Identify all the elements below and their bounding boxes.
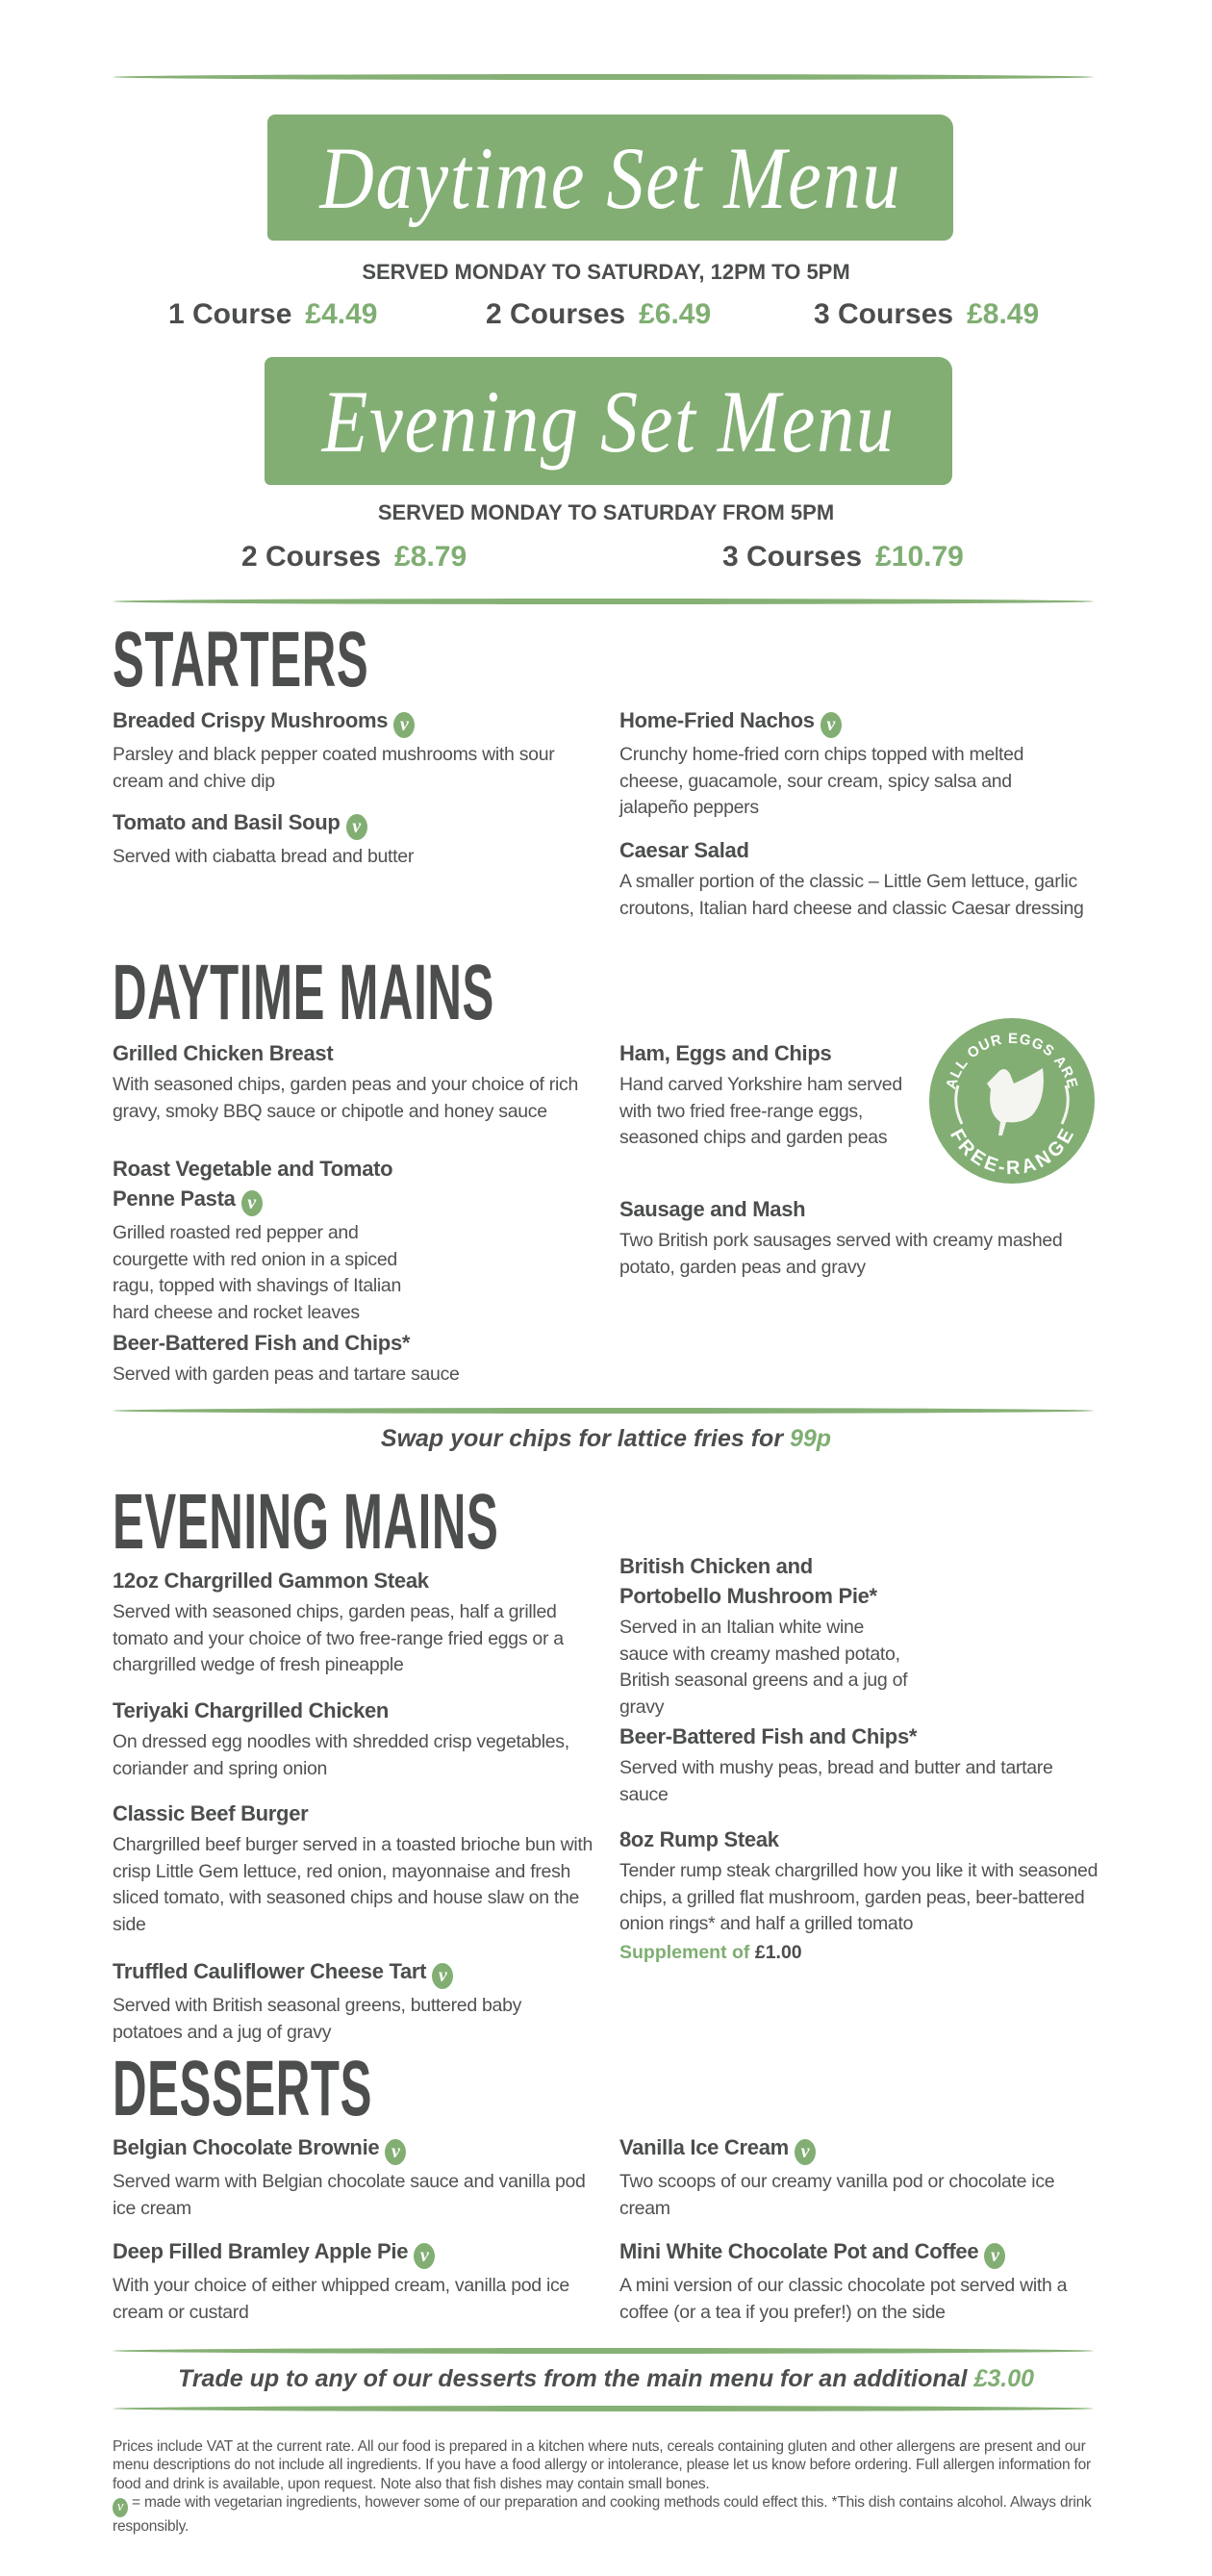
menu-item — [113, 807, 593, 871]
menu-item — [619, 1722, 1100, 1808]
menu-item-description: With your choice of either whipped cream, vanilla pod ice cream or custard — [113, 2275, 569, 2323]
course-label: 1 Course — [168, 298, 292, 330]
daytime-course-1 — [168, 298, 377, 331]
vegetarian-icon: v — [984, 2243, 1005, 2269]
menu-item-title — [619, 1722, 1100, 1751]
swap-note-price: 99p — [790, 1425, 832, 1452]
menu-item — [619, 2132, 1100, 2222]
chicken-icon — [929, 1018, 1095, 1184]
menu-item-name: Sausage and Mash — [619, 1197, 806, 1221]
menu-item-description: Served with mushy peas, bread and butter and tartare sauce — [619, 1757, 1053, 1805]
footnote-text: Prices include VAT at the current rate. All our food is prepared in a kitchen where nuts, cereals containing gluten and other allergens are present and our menu descriptions do not include all ingredients. If you have a food allergy or intolerance, please let us know before ordering. Full allergen information for food and drink is available, upon request. Note also that fish dishes may contain small bones. — [113, 2438, 1091, 2492]
evening-served: SERVED MONDAY TO SATURDAY FROM 5PM — [377, 500, 835, 524]
vegetarian-icon: v — [432, 1963, 453, 1989]
menu-item — [113, 2236, 593, 2326]
menu-item-title — [619, 2132, 1100, 2165]
course-label: 3 Courses — [722, 541, 863, 573]
menu-item-title — [619, 1824, 1100, 1854]
menu-item-description: With seasoned chips, garden peas and your choice of rich gravy, smoky BBQ sauce or chipotle and honey sauce — [113, 1074, 578, 1122]
menu-item-title — [113, 1696, 593, 1725]
menu-item — [619, 2236, 1100, 2326]
section-heading: DESSERTS — [113, 2045, 372, 2132]
menu-item-name: Deep Filled Bramley Apple Pie — [113, 2239, 409, 2263]
daytime-banner — [267, 115, 953, 241]
menu-item-title — [113, 2132, 593, 2165]
menu-item — [113, 1798, 593, 1938]
menu-item-name: Beer-Battered Fish and Chips* — [113, 1331, 411, 1355]
vegetarian-icon: v — [795, 2139, 816, 2165]
evening-title: Evening Set Menu — [321, 371, 896, 471]
course-price: £8.79 — [394, 541, 467, 573]
daytime-course-2 — [486, 298, 711, 331]
menu-item — [619, 835, 1100, 922]
evening-course-1 — [241, 541, 467, 574]
menu-item-name: Vanilla Ice Cream — [619, 2135, 789, 2159]
menu-item-title — [113, 1154, 430, 1216]
menu-item-name: Ham, Eggs and Chips — [619, 1041, 832, 1065]
vegetarian-icon: v — [821, 712, 842, 738]
supplement-label: Supplement of — [619, 1941, 750, 1963]
menu-item — [113, 1154, 430, 1326]
menu-item-title — [113, 1798, 593, 1828]
supplement — [619, 1940, 1100, 1966]
menu-item-title — [113, 807, 593, 840]
vegetarian-icon: v — [346, 814, 367, 840]
swap-note — [0, 1424, 1212, 1453]
menu-item — [113, 1328, 593, 1389]
menu-item-name: Grilled Chicken Breast — [113, 1041, 334, 1065]
course-price: £10.79 — [875, 541, 964, 573]
divider-line — [113, 2406, 1094, 2411]
course-price: £8.49 — [967, 298, 1040, 330]
menu-item-name: Caesar Salad — [619, 838, 749, 862]
swap-note-text: Swap your chips for lattice fries for — [380, 1425, 784, 1452]
trade-note-text: Trade up to any of our desserts from the main menu for an additional — [178, 2365, 968, 2392]
menu-item-name: Beer-Battered Fish and Chips* — [619, 1724, 918, 1748]
menu-item — [619, 1038, 937, 1152]
menu-item — [619, 1824, 1100, 1966]
course-label: 3 Courses — [814, 298, 954, 330]
trade-note-price: £3.00 — [973, 2365, 1034, 2392]
badge-top-text: ALL OUR EGGS ARE — [943, 1030, 1081, 1091]
menu-item-description: Served with garden peas and tartare sauce — [113, 1364, 460, 1385]
menu-item-title — [619, 705, 1072, 738]
course-price: £4.49 — [305, 298, 378, 330]
divider-line — [113, 2348, 1094, 2354]
menu-item-description: Tender rump steak chargrilled how you like it with seasoned chips, a grilled flat mushroom, garden peas, beer-battered onion rings* and half a grilled tomato — [619, 1860, 1098, 1934]
menu-item-description: Crunchy home-fried corn chips topped with melted cheese, guacamole, sour cream, spicy salsa and jalapeño peppers — [619, 744, 1024, 818]
daytime-served: SERVED MONDAY TO SATURDAY, 12PM TO 5PM — [362, 260, 850, 284]
menu-item — [619, 1194, 1100, 1281]
menu-item-name: Breaded Crispy Mushrooms — [113, 708, 389, 732]
menu-item-description: Served in an Italian white wine sauce with creamy mashed potato, British seasonal greens and a jug of gravy — [619, 1617, 908, 1718]
menu-item — [113, 1956, 593, 2046]
vegetarian-icon: v — [414, 2243, 435, 2269]
menu-item — [113, 1038, 593, 1125]
menu-item-name: 8oz Rump Steak — [619, 1827, 779, 1851]
menu-item-description: Served with British seasonal greens, buttered baby potatoes and a jug of gravy — [113, 1995, 522, 2043]
menu-item-title — [113, 2236, 593, 2269]
menu-item-description: A smaller portion of the classic – Little Gem lettuce, garlic croutons, Italian hard cheese and classic Caesar dressing — [619, 871, 1084, 919]
menu-item-description: Served with seasoned chips, garden peas, half a grilled tomato and your choice of two free-range fried eggs or a chargrilled wedge of fresh pineapple — [113, 1601, 564, 1675]
menu-item-description: Chargrilled beef burger served in a toasted brioche bun with crisp Little Gem lettuce, red onion, mayonnaise and fresh sliced tomato, with seasoned chips and house slaw on the side — [113, 1834, 593, 1935]
daytime-title: Daytime Set Menu — [319, 128, 901, 227]
menu-item — [113, 705, 593, 795]
course-label: 2 Courses — [486, 298, 626, 330]
svg-text:FREE-RANGE — [946, 1126, 1078, 1179]
divider-line — [113, 599, 1094, 604]
daytime-course-3 — [814, 298, 1039, 331]
menu-item-title — [113, 705, 593, 738]
menu-item-description: Two scoops of our creamy vanilla pod or chocolate ice cream — [619, 2171, 1055, 2219]
section-heading: EVENING MAINS — [113, 1478, 499, 1566]
free-range-eggs-badge — [929, 1018, 1095, 1184]
menu-item-title — [619, 835, 1100, 865]
menu-item — [619, 705, 1072, 822]
allergen-footnote — [113, 2437, 1103, 2536]
menu-item-description: Served with ciabatta bread and butter — [113, 846, 415, 867]
evening-banner — [265, 357, 952, 485]
divider-line — [113, 74, 1094, 80]
menu-item-title — [619, 1194, 1100, 1224]
menu-item-title — [619, 1551, 908, 1611]
menu-item-name: Truffled Cauliflower Cheese Tart — [113, 1959, 427, 1983]
course-label: 2 Courses — [241, 541, 382, 573]
menu-item-description: Two British pork sausages served with creamy mashed potato, garden peas and gravy — [619, 1230, 1063, 1278]
menu-item — [113, 1696, 593, 1782]
menu-item-name: Mini White Chocolate Pot and Coffee — [619, 2239, 979, 2263]
menu-item-description: Hand carved Yorkshire ham served with two fried free-range eggs, seasoned chips and garden peas — [619, 1074, 902, 1148]
menu-item-name: Roast Vegetable and Tomato Penne Pasta — [113, 1157, 393, 1211]
menu-item-description: Parsley and black pepper coated mushrooms with sour cream and chive dip — [113, 744, 555, 792]
menu-item — [113, 2132, 593, 2222]
vegetarian-icon: v — [393, 712, 415, 738]
menu-item-description: A mini version of our classic chocolate pot served with a coffee (or a tea if you prefer!) on the side — [619, 2275, 1068, 2323]
menu-item-title — [619, 2236, 1100, 2269]
menu-item-name: Home-Fried Nachos — [619, 708, 815, 732]
vegetarian-icon: v — [113, 2498, 128, 2517]
menu-item-title — [113, 1328, 593, 1358]
divider-line — [113, 1408, 1094, 1414]
menu-item-title — [619, 1038, 937, 1068]
section-heading: DAYTIME MAINS — [113, 949, 494, 1036]
vegetarian-icon: v — [241, 1190, 263, 1216]
supplement-price: £1.00 — [754, 1941, 802, 1963]
section-heading: STARTERS — [113, 616, 369, 703]
course-price: £6.49 — [639, 298, 712, 330]
menu-item-description: Grilled roasted red pepper and courgette with red onion in a spiced ragu, topped with shavings of Italian hard cheese and rocket leaves — [113, 1222, 402, 1323]
menu-item-name: Classic Beef Burger — [113, 1801, 309, 1825]
menu-item-name: Tomato and Basil Soup — [113, 810, 341, 834]
evening-course-2 — [722, 541, 964, 574]
menu-item-description: Served warm with Belgian chocolate sauce and vanilla pod ice cream — [113, 2171, 586, 2219]
menu-item — [113, 1566, 593, 1679]
badge-bottom-text: FREE-RANGE — [946, 1125, 1078, 1180]
menu-item-name: British Chicken and Portobello Mushroom Pie* — [619, 1554, 877, 1608]
menu-item-description: On dressed egg noodles with shredded crisp vegetables, coriander and spring onion — [113, 1731, 569, 1779]
menu-item-name: 12oz Chargrilled Gammon Steak — [113, 1569, 429, 1593]
menu-item-title — [113, 1566, 593, 1595]
menu-item-name: Belgian Chocolate Brownie — [113, 2135, 380, 2159]
menu-item-title — [113, 1956, 593, 1989]
trade-note — [0, 2364, 1212, 2393]
footnote-veg-text: = made with vegetarian ingredients, however some of our preparation and cooking methods could effect this. *This dish contains alcohol. Always drink responsibly. — [113, 2493, 1092, 2535]
menu-item-title — [113, 1038, 593, 1068]
menu-item-name: Teriyaki Chargrilled Chicken — [113, 1698, 390, 1722]
vegetarian-icon: v — [385, 2139, 406, 2165]
menu-item — [619, 1551, 908, 1721]
